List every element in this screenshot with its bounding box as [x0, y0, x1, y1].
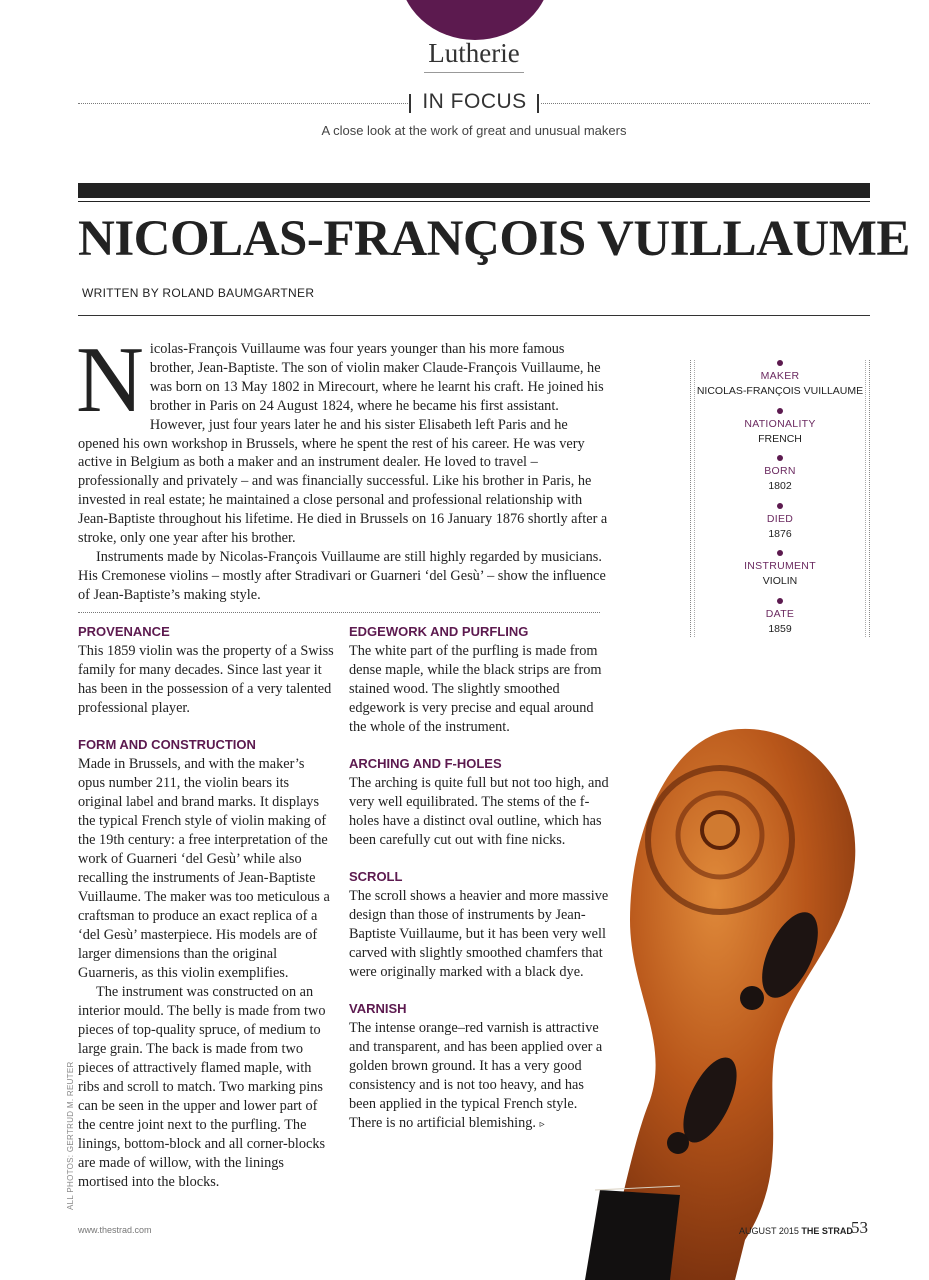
- varnish-heading: VARNISH: [349, 1001, 407, 1016]
- drop-cap: N: [76, 328, 144, 432]
- issue-date: AUGUST 2015: [739, 1226, 799, 1236]
- fact-value: FRENCH: [758, 432, 802, 445]
- end-mark-icon: ▹: [539, 1119, 545, 1130]
- scroll-body: The scroll shows a heavier and more massive design than those of instruments by Jean-Baptiste Vuillaume, but it has been very well carved with slightly smoothed chamfers that were originally marked with a black dye.: [349, 888, 609, 980]
- title-thick-rule: [78, 183, 870, 198]
- intro-text: [76, 328, 608, 605]
- fact-label: BORN: [764, 465, 796, 478]
- fact-died: [691, 503, 869, 551]
- fact-date: [691, 598, 869, 646]
- fact-value: 1859: [768, 622, 792, 635]
- byline: WRITTEN BY ROLAND BAUMGARTNER: [82, 286, 315, 300]
- focus-bar-right: [537, 94, 539, 113]
- edgework-body: The white part of the purfling is made from dense maple, while the black strips are from stained wood. The slightly smoothed edgework is very precise and equal around the whole of the instrument.: [349, 643, 602, 735]
- provenance-heading: PROVENANCE: [78, 624, 170, 639]
- peg-end-lower: [667, 1132, 689, 1154]
- fact-label: INSTRUMENT: [744, 560, 816, 573]
- bullet-dot-icon: [777, 503, 783, 509]
- magazine-name: THE STRAD: [801, 1226, 853, 1236]
- form-body-1: Made in Brussels, and with the maker’s opus number 211, the violin bears its original label and brand marks. It displays the typical French style of violin making of the 19th century: a free interpretation of the work of Guarneri ‘del Gesù’ while also recalling the instruments of Jean-Baptiste Vuillaume. The maker was too meticulous a craftsman to produce an exact replica of a ‘del Gesù’ masterpiece. His models are of larger dimensions than the original Guarneris, as this violin exemplifies.: [78, 756, 330, 981]
- fact-instrument: [691, 550, 869, 598]
- column-middle: [349, 622, 609, 1134]
- arching-body: The arching is quite full but not too high, and very well equilibrated. The stems of the f-holes have a distinct oval outline, which has been carefully cut out with fine nicks.: [349, 775, 609, 848]
- byline-rule: [78, 315, 870, 316]
- intro-paragraph-1: [76, 328, 608, 548]
- fact-nationality: [691, 408, 869, 456]
- bullet-dot-icon: [777, 408, 783, 414]
- peg-end-upper: [740, 986, 764, 1010]
- fact-label: NATIONALITY: [744, 417, 816, 430]
- varnish-body: The intense orange–red varnish is attractive and transparent, and has been applied over a golden brown ground. It has a very good consistency and is not too heavy, and has been applied in the typical French style. There is no artificial blemishing.: [349, 1020, 603, 1131]
- provenance-body: This 1859 violin was the property of a Swiss family for many decades. Since last year it has been in the possession of a very talented professional player.: [78, 643, 334, 716]
- fact-maker: [691, 360, 869, 408]
- title-thin-rule: [78, 201, 870, 202]
- arching-heading: ARCHING AND F-HOLES: [349, 756, 502, 771]
- fact-value: NICOLAS-FRANÇOIS VUILLAUME: [696, 385, 864, 397]
- in-focus-label: IN FOCUS: [422, 90, 527, 113]
- column-left: [78, 622, 334, 1192]
- focus-rule-right: [541, 103, 870, 104]
- bullet-dot-icon: [777, 455, 783, 461]
- section-title-underline: [424, 72, 524, 73]
- photo-credit: ALL PHOTOS: GERTRUD M. REUTER: [66, 1061, 75, 1210]
- fact-value: VIOLIN: [762, 575, 798, 588]
- focus-bar-left: [409, 94, 411, 113]
- fact-label: DATE: [765, 607, 795, 620]
- form-heading: FORM AND CONSTRUCTION: [78, 737, 256, 752]
- intro-paragraph-2: Instruments made by Nicolas-François Vuillaume are still highly regarded by musicians. His Cremonese violins – mostly after Stradivari or Guarneri ‘del Gesù’ – show the influence of Jean-Baptiste’s making style.: [78, 548, 606, 603]
- bullet-dot-icon: [777, 360, 783, 366]
- issue-info: [739, 1226, 853, 1236]
- fact-value: 1802: [768, 480, 792, 493]
- fact-label: MAKER: [760, 370, 800, 382]
- website-url: www.thestrad.com: [78, 1225, 152, 1235]
- section-badge-circle: [399, 0, 551, 40]
- intro-divider: [78, 612, 600, 613]
- in-focus-subtitle: A close look at the work of great and unusual makers: [321, 123, 627, 138]
- bullet-dot-icon: [777, 598, 783, 604]
- fact-value: 1876: [768, 527, 792, 540]
- form-body-2: The instrument was constructed on an interior mould. The belly is made from two pieces of top-quality spruce, of medium to large grain. The back is made from two pieces of attractively flamed maple, with ribs and scroll to match. Two marking pins can be seen in the upper and lower part of the centre joint next to the purfling. The linings, bottom-block and all corner-blocks are made of willow, with the linings mortised into the blocks.: [78, 984, 326, 1190]
- page-number: 53: [851, 1218, 868, 1237]
- scroll-eye: [702, 812, 738, 848]
- scroll-heading: SCROLL: [349, 869, 403, 884]
- varnish-paragraph: [349, 1019, 609, 1134]
- edgework-heading: EDGEWORK AND PURFLING: [349, 624, 529, 639]
- focus-rule-left: [78, 103, 408, 104]
- bullet-dot-icon: [777, 550, 783, 556]
- intro-paragraph-1-text: icolas-François Vuillaume was four years younger than his more famous brother, Jean-Baptiste. The son of violin maker Claude-François Vuillaume, he was born on 13 May 1802 in Mirecourt, where he learnt his craft. He joined his brother in Paris on 24 August 1824, where he became his first assistant. However, just four years later he and his sister Elisabeth left Paris and he opened his own workshop in Brussels, where he spent the rest of his career. He was very active in Belgium as both a maker and an instrument dealer. He loved to travel – professionally and privately – and was financially successful. Like his brother in Paris, he invested in real estate; he maintained a close personal and professional relationship with Jean-Baptiste throughout his lifetime. He died in Brussels on 16 January 1876 shortly after a stroke, only one year after his brother.: [78, 341, 608, 547]
- section-title: Lutherie: [428, 38, 520, 68]
- fingerboard: [585, 1190, 680, 1280]
- fact-label: DIED: [766, 512, 794, 525]
- article-title: NICOLAS-FRANÇOIS VUILLAUME: [78, 211, 910, 267]
- fact-born: [691, 455, 869, 503]
- fact-box: [690, 360, 870, 637]
